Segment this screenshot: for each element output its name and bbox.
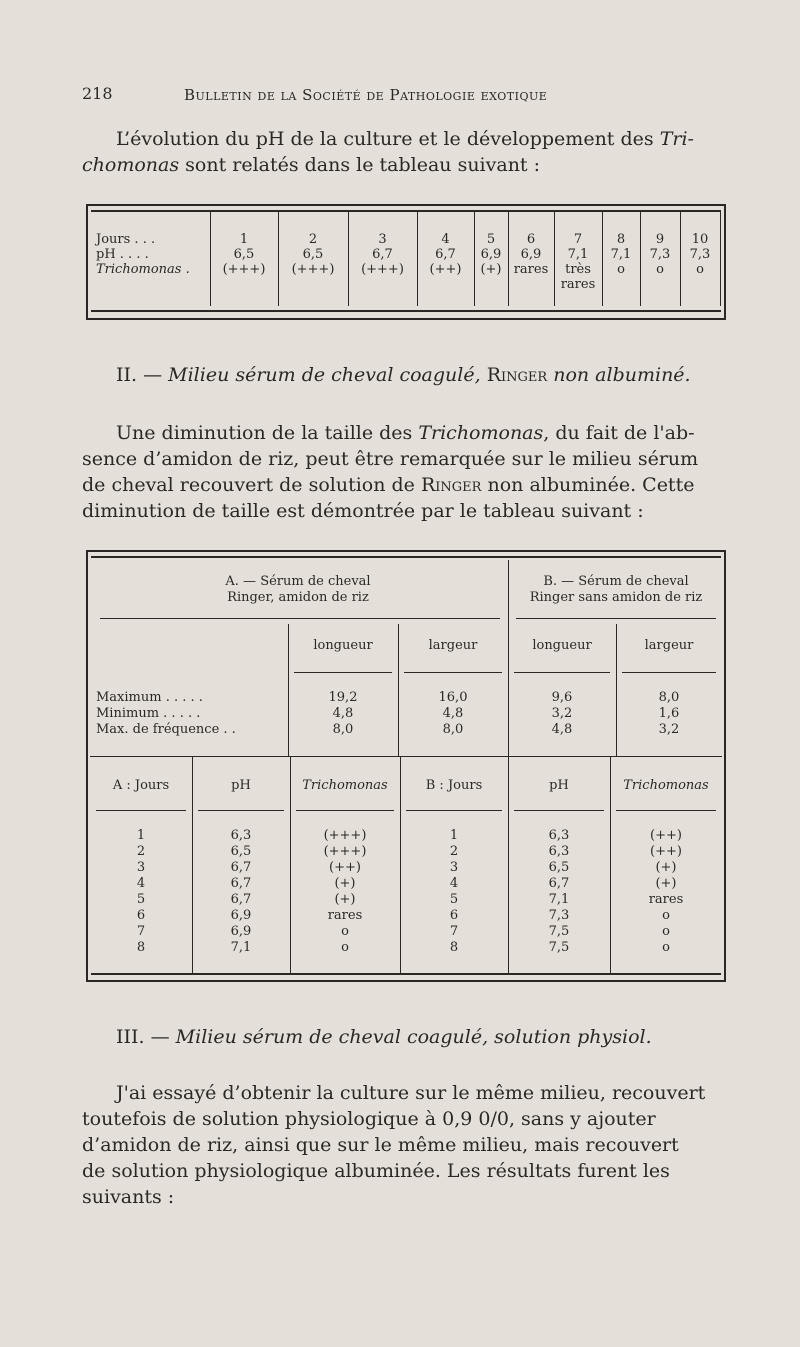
- intro-line-2: [82, 152, 728, 178]
- lower-cell: o: [662, 908, 670, 923]
- lower-cell: (+++): [323, 828, 367, 843]
- stat-value: 9,6: [551, 690, 573, 705]
- section-2-title: [116, 364, 736, 386]
- para2-line-3: [82, 472, 728, 498]
- lower-cell: o: [341, 924, 349, 939]
- lower-cell: 8: [136, 940, 146, 955]
- size-sub-header: largeur: [428, 638, 478, 653]
- para2-text-a: Une diminution de la taille des: [116, 422, 413, 444]
- page-number: 218: [82, 84, 113, 103]
- section-3-italic: Milieu sérum de cheval coagulé, solution physiol.: [175, 1026, 652, 1048]
- intro-text-2: sont relatés dans le tableau suivant :: [185, 154, 541, 176]
- ph-table-jour: 6: [526, 232, 536, 247]
- lower-cell: 6,9: [230, 908, 252, 923]
- size-sub-header: largeur: [644, 638, 694, 653]
- journal-title: Bulletin de la Société de Pathologie exotique: [184, 86, 548, 104]
- section-2-numeral: II. —: [116, 364, 163, 386]
- section-2-ringer: Ringer: [486, 364, 548, 386]
- stat-label: Max. de fréquence . .: [96, 722, 236, 737]
- lower-cell: 6,7: [230, 892, 252, 907]
- lower-header-rule: [406, 810, 502, 811]
- group-a-title: A. — Sérum de cheval: [225, 574, 371, 589]
- lower-cell: (+): [334, 892, 356, 907]
- stat-value: 8,0: [332, 722, 354, 737]
- lower-cell: 6,7: [548, 876, 570, 891]
- stat-value: 16,0: [438, 690, 468, 705]
- lower-cell: 1: [136, 828, 146, 843]
- ph-table-jour: 1: [239, 232, 249, 247]
- ph-table-jour: 2: [308, 232, 318, 247]
- section-2-italic: Milieu sérum de cheval coagulé,: [168, 364, 481, 386]
- lower-cell: 8: [449, 940, 459, 955]
- size-sub-header-rule: [294, 672, 392, 673]
- lower-cell: 2: [136, 844, 146, 859]
- para3-line-4: de solution physiologique albuminée. Les résultats furent les: [82, 1160, 670, 1182]
- lower-cell: 6,5: [548, 860, 570, 875]
- ph-table-jour: 10: [691, 232, 709, 247]
- group-b-title: Ringer sans amidon de riz: [529, 590, 703, 605]
- lower-header: pH: [549, 778, 569, 793]
- ph-table-col-divider: [720, 212, 721, 306]
- intro-line-1: [116, 126, 728, 152]
- lower-cell: 4: [136, 876, 146, 891]
- lower-cell: 4: [449, 876, 459, 891]
- para2-italic: Trichomonas: [418, 422, 544, 444]
- lower-header-rule: [198, 810, 284, 811]
- section-3-numeral: III. —: [116, 1026, 170, 1048]
- lower-cell: 7,1: [548, 892, 570, 907]
- size-sub-header-rule: [514, 672, 610, 673]
- lower-cell: 6,3: [548, 828, 570, 843]
- lower-header: B : Jours: [425, 778, 483, 793]
- ph-table-ph: 6,5: [302, 247, 324, 262]
- ph-table-jour: 5: [486, 232, 496, 247]
- lower-cell: 7,5: [548, 924, 570, 939]
- ph-table-ph: 6,7: [435, 247, 456, 262]
- lower-cell: 5: [449, 892, 459, 907]
- para3-line-5: suivants :: [82, 1186, 175, 1208]
- ph-table-tricho: (++): [429, 262, 462, 277]
- intro-italic-2: chomonas: [82, 154, 180, 176]
- lower-cell: 7,3: [548, 908, 570, 923]
- group-b-title: B. — Sérum de cheval: [543, 574, 689, 589]
- para2-ringer: Ringer: [420, 474, 482, 496]
- stat-label: Minimum . . . . .: [96, 706, 201, 721]
- lower-cell: (++): [650, 828, 682, 843]
- ph-table-jour: 8: [616, 232, 626, 247]
- size-table-mid-rule: [90, 756, 722, 757]
- stat-value: 8,0: [658, 690, 680, 705]
- ph-table-tricho: rares: [513, 262, 549, 277]
- ph-table-tricho: o: [696, 262, 704, 277]
- lower-cell: 3: [449, 860, 459, 875]
- lower-header-rule: [96, 810, 186, 811]
- lower-header: Trichomonas: [302, 778, 388, 793]
- stat-value: 19,2: [328, 690, 358, 705]
- size-sub-header: longueur: [532, 638, 592, 653]
- lower-cell: 2: [449, 844, 459, 859]
- page-header: [82, 84, 732, 108]
- section-2-end: non albuminé.: [553, 364, 691, 386]
- lower-header-rule: [514, 810, 604, 811]
- ph-table-row-label: Jours . . .: [96, 232, 156, 247]
- para2-text-b: , du fait de l'ab-: [543, 422, 695, 444]
- stat-value: 4,8: [442, 706, 464, 721]
- ph-table-ph: 6,9: [520, 247, 542, 262]
- ph-table-tricho: (+): [480, 262, 502, 277]
- lower-cell: 6,3: [548, 844, 570, 859]
- lower-cell: (+): [655, 860, 677, 875]
- stat-value: 3,2: [551, 706, 573, 721]
- ph-table-tricho: (+++): [222, 262, 266, 277]
- lower-cell: (+): [655, 876, 677, 891]
- ph-table-jour: 4: [441, 232, 450, 247]
- group-a-title: Ringer, amidon de riz: [227, 590, 369, 605]
- lower-cell: o: [662, 924, 670, 939]
- para2-line-2: sence d’amidon de riz, peut être remarquée sur le milieu sérum: [82, 448, 699, 470]
- lower-cell: (+): [334, 876, 356, 891]
- group-b-brace: [516, 618, 716, 619]
- lower-header: Trichomonas: [623, 778, 709, 793]
- para3-line-3: d’amidon de riz, ainsi que sur le même milieu, mais recouvert: [82, 1134, 679, 1156]
- stat-value: 1,6: [658, 706, 680, 721]
- lower-cell: o: [662, 940, 670, 955]
- stat-value: 8,0: [442, 722, 464, 737]
- section-3-title: [116, 1026, 736, 1048]
- lower-cell: 6,5: [230, 844, 252, 859]
- lower-cell: 3: [136, 860, 146, 875]
- lower-cell: 6: [449, 908, 459, 923]
- lower-cell: (++): [650, 844, 682, 859]
- ph-table-tricho: (+++): [291, 262, 335, 277]
- lower-header: pH: [231, 778, 251, 793]
- intro-text-1: L’évolution du pH de la culture et le développement des: [116, 128, 654, 150]
- stat-label: Maximum . . . . .: [96, 690, 203, 705]
- lower-cell: 6: [136, 908, 146, 923]
- para2-text-d: non albuminée. Cette: [487, 474, 695, 496]
- size-sub-header-rule: [404, 672, 502, 673]
- lower-cell: 6,7: [230, 860, 252, 875]
- stat-value: 4,8: [332, 706, 354, 721]
- ph-table-tricho: (+++): [361, 262, 404, 277]
- para2-line-1: [116, 420, 728, 446]
- para2-text-c: de cheval recouvert de solution de: [82, 474, 415, 496]
- ph-table-tricho: o: [617, 262, 625, 277]
- ph-table-ph: 6,9: [480, 247, 502, 262]
- lower-cell: 7,1: [230, 940, 252, 955]
- stat-value: 3,2: [658, 722, 680, 737]
- ph-table-ph: 6,5: [233, 247, 255, 262]
- lower-cell: 5: [136, 892, 146, 907]
- ph-table-ph: 7,3: [689, 247, 711, 262]
- ph-table-tricho: o: [656, 262, 664, 277]
- lower-header-rule: [296, 810, 394, 811]
- group-a-brace: [100, 618, 500, 619]
- size-sub-header-rule: [622, 672, 716, 673]
- para2-line-4: diminution de taille est démontrée par le tableau suivant :: [82, 500, 644, 522]
- para3-line-1: J'ai essayé d’obtenir la culture sur le même milieu, recouvert: [116, 1082, 706, 1104]
- ph-table-ph: 7,1: [610, 247, 632, 262]
- lower-cell: 7: [449, 924, 459, 939]
- lower-cell: rares: [648, 892, 684, 907]
- ph-table-jour: 7: [573, 232, 583, 247]
- lower-cell: 7: [136, 924, 146, 939]
- lower-cell: rares: [327, 908, 363, 923]
- ph-table-ph: 7,1: [567, 247, 589, 262]
- lower-cell: 1: [449, 828, 459, 843]
- lower-cell: 6,3: [230, 828, 252, 843]
- stat-value: 4,8: [551, 722, 573, 737]
- ph-table-jour: 3: [378, 232, 387, 247]
- para3-line-2: toutefois de solution physiologique à 0,9 0/0, sans y ajouter: [82, 1108, 656, 1130]
- lower-cell: 7,5: [548, 940, 570, 955]
- lower-header-rule: [616, 810, 716, 811]
- lower-header: A : Jours: [112, 778, 170, 793]
- lower-cell: 6,7: [230, 876, 252, 891]
- size-sub-header: longueur: [313, 638, 373, 653]
- lower-cell: 6,9: [230, 924, 252, 939]
- intro-italic-1: Tri-: [659, 128, 694, 150]
- ph-table-row-label: pH . . . .: [96, 247, 149, 262]
- lower-cell: o: [341, 940, 349, 955]
- ph-table-row-label: Trichomonas .: [96, 262, 190, 277]
- ph-table-ph: 6,7: [372, 247, 393, 262]
- ph-table-ph: 7,3: [649, 247, 671, 262]
- lower-cell: (++): [329, 860, 361, 875]
- ph-table-tricho: très rares: [560, 262, 596, 292]
- lower-cell: (+++): [323, 844, 367, 859]
- ph-table-jour: 9: [655, 232, 665, 247]
